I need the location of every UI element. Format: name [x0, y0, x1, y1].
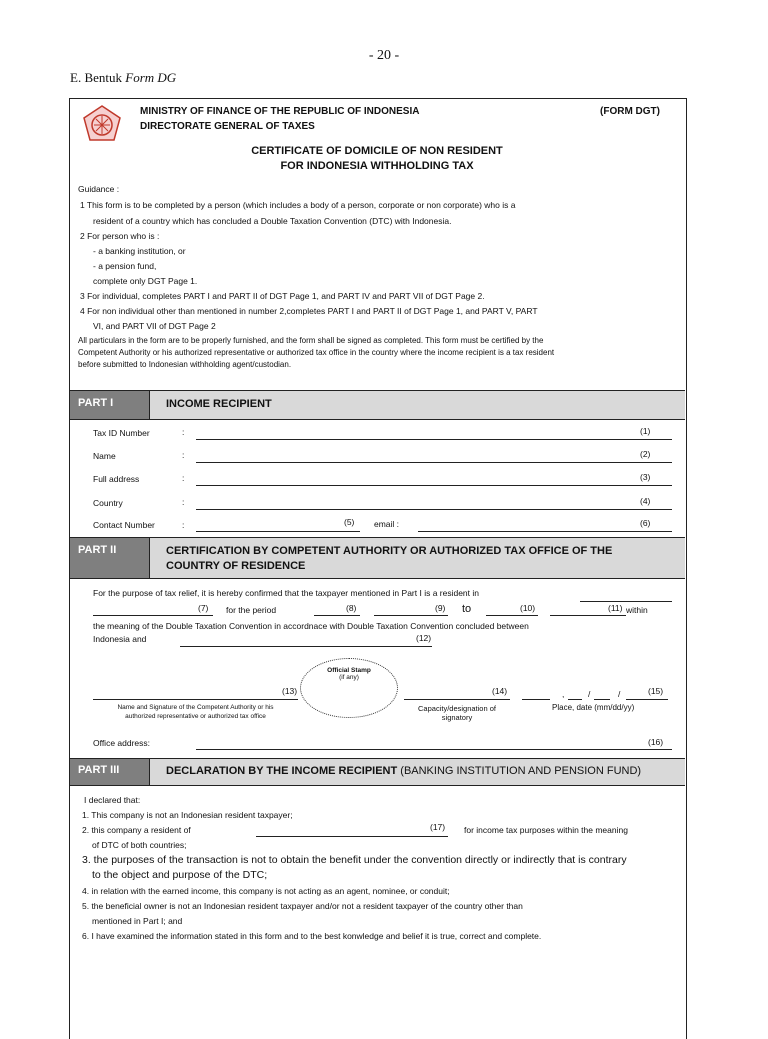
date-sep-comma: , — [562, 689, 565, 699]
place-field[interactable] — [522, 699, 550, 700]
declaration-2b: for income tax purposes within the meaning — [464, 825, 628, 835]
part3-title — [166, 765, 641, 777]
field-num-10: (10) — [520, 603, 536, 613]
place-date-caption: Place, date (mm/dd/yy) — [552, 703, 635, 712]
contact-label: Contact Number — [93, 520, 155, 530]
colon: : — [182, 427, 185, 437]
guidance-1b: resident of a country which has concluded a Double Taxation Convention (DTC) with Indonesia. — [93, 216, 452, 226]
year-field[interactable] — [626, 699, 668, 700]
declaration-1: 1. This company is not an Indonesian resident taxpayer; — [82, 810, 293, 820]
field-num-3: (3) — [640, 472, 651, 482]
address-field[interactable] — [196, 485, 672, 486]
colon: : — [182, 497, 185, 507]
field-num-7: (7) — [198, 603, 209, 613]
guidance-2b: - a pension fund, — [93, 261, 157, 271]
guidance-2: 2 For person who is : — [80, 231, 160, 241]
guidance-heading: Guidance : — [78, 184, 120, 194]
field-num-2: (2) — [640, 449, 651, 459]
field-num-5: (5) — [344, 517, 355, 527]
field-num-17: (17) — [430, 822, 446, 832]
section-heading — [70, 70, 176, 86]
declaration-5b: mentioned in Part I; and — [92, 916, 183, 926]
declaration-2c: of DTC of both countries; — [92, 840, 187, 850]
indonesia-and-label: Indonesia and — [93, 634, 147, 644]
field-num-12: (12) — [416, 633, 432, 643]
form-code: (FORM DGT) — [600, 106, 660, 117]
colon: : — [182, 520, 185, 530]
to-label: to — [462, 603, 472, 615]
form-title-line2: FOR INDONESIA WITHHOLDING TAX — [280, 160, 474, 172]
stamp-label: Official Stamp — [327, 667, 371, 674]
colon: : — [182, 473, 185, 483]
resident-country-field[interactable] — [580, 601, 672, 602]
country-field[interactable] — [196, 509, 672, 510]
date-sep-slash-2: / — [618, 689, 621, 699]
partner-country-field[interactable] — [180, 646, 432, 647]
country-label: Country — [93, 498, 123, 508]
guidance-2c: complete only DGT Page 1. — [93, 276, 198, 286]
part1-header — [70, 390, 685, 420]
section-title: Form DG — [125, 70, 177, 85]
part1-title: INCOME RECIPIENT — [166, 398, 272, 410]
guidance-2a: - a banking institution, or — [93, 246, 186, 256]
part3-title-main: DECLARATION BY THE INCOME RECIPIENT — [166, 765, 398, 777]
declaration-4: 4. in relation with the earned income, this company is not acting as an agent, nominee, or conduit; — [82, 886, 450, 896]
period-start-field[interactable] — [314, 615, 360, 616]
address-label: Full address — [93, 474, 140, 484]
part2-title-line1: CERTIFICATION BY COMPETENT AUTHORITY OR AUTHORIZED TAX OFFICE OF THE — [166, 545, 613, 557]
tax-id-field[interactable] — [196, 439, 672, 440]
field-num-15: (15) — [648, 686, 664, 696]
ministry-name: MINISTRY OF FINANCE OF THE REPUBLIC OF INDONESIA — [140, 106, 420, 117]
declaration-3: 3. the purposes of the transaction is not to obtain the benefit under the convention directly or indirectly that is contrary — [82, 854, 627, 866]
guidance-para-3: before submitted to Indonesian withholding agent/custodian. — [78, 360, 292, 369]
part2-header — [70, 537, 685, 579]
capacity-caption-1: Capacity/designation of — [418, 704, 496, 713]
declaration-6: 6. I have examined the information stated in this form and to the best konwledge and belief it is true, correct and complete. — [82, 931, 542, 941]
page-number: - 20 - — [368, 48, 400, 63]
field-num-11: (11) — [608, 603, 623, 613]
declaration-3b: to the object and purpose of the DTC; — [92, 869, 268, 881]
field-num-16: (16) — [648, 737, 664, 747]
directorate-name: DIRECTORATE GENERAL OF TAXES — [140, 121, 315, 132]
field-num-4: (4) — [640, 496, 651, 506]
tax-id-label: Tax ID Number — [93, 428, 150, 438]
day-field[interactable] — [594, 699, 610, 700]
declaration-intro: I declared that: — [84, 795, 141, 805]
colon: : — [182, 450, 185, 460]
signature-field[interactable] — [93, 699, 298, 700]
office-address-field[interactable] — [196, 749, 672, 750]
email-field[interactable] — [418, 531, 672, 532]
field-num-1: (1) — [640, 426, 651, 436]
official-stamp-area — [300, 658, 398, 718]
ministry-logo — [80, 104, 124, 144]
section-prefix: E. Bentuk — [70, 70, 122, 85]
part1-label: PART I — [70, 391, 150, 419]
part3-header — [70, 758, 685, 786]
field-num-14: (14) — [492, 686, 508, 696]
period-end-year-field[interactable] — [550, 615, 626, 616]
capacity-caption-2: signatory — [441, 713, 473, 722]
period-start-year-field[interactable] — [374, 615, 448, 616]
within-label: within — [626, 605, 648, 615]
name-label: Name — [93, 451, 116, 461]
part2-title-line2: COUNTRY OF RESIDENCE — [166, 560, 306, 572]
date-sep-slash-1: / — [588, 689, 591, 699]
month-field[interactable] — [568, 699, 582, 700]
signature-caption-2: authorized representative or authorized tax office — [125, 713, 266, 720]
certification-text: For the purpose of tax relief, it is hereby confirmed that the taxpayer mentioned in Part I is a resident in — [93, 588, 480, 598]
guidance-4b: VI, and PART VII of DGT Page 2 — [93, 321, 216, 331]
field-num-6: (6) — [640, 518, 651, 528]
period-label: for the period — [226, 605, 277, 615]
contact-field[interactable] — [196, 531, 360, 532]
guidance-3: 3 For individual, completes PART I and PART II of DGT Page 1, and PART IV and PART VII of DGT Page 2. — [80, 291, 485, 301]
signature-caption-1: Name and Signature of the Competent Authority or his — [117, 704, 274, 711]
resident-of-field[interactable] — [256, 836, 448, 837]
form-title-line1: CERTIFICATE OF DOMICILE OF NON RESIDENT — [251, 145, 503, 157]
capacity-field[interactable] — [404, 699, 510, 700]
guidance-1: 1 This form is to be completed by a person (which includes a body of a person, corporate or non corporate) who is a — [80, 200, 516, 210]
field-num-9: (9) — [435, 603, 446, 613]
guidance-4: 4 For non individual other than mentioned in number 2,completes PART I and PART II of DGT Page 1, and PART V, PART — [80, 306, 538, 316]
stamp-sublabel: (if any) — [339, 674, 359, 681]
office-address-label: Office address: — [93, 738, 151, 748]
part3-label: PART III — [70, 759, 150, 785]
email-label: email : — [374, 519, 400, 529]
declaration-5: 5. the beneficial owner is not an Indonesian resident taxpayer and/or not a resident taxpayer of the country other than — [82, 901, 523, 911]
period-end-field[interactable] — [486, 615, 538, 616]
guidance-para-2: Competent Authority or his authorized representative or authorized tax office in the country where the income recipient is a tax resident — [78, 348, 555, 357]
dtc-text: the meaning of the Double Taxation Convention in accordnace with Double Taxation Convention concluded between — [93, 621, 529, 631]
part3-title-suffix: (BANKING INSTITUTION AND PENSION FUND) — [397, 765, 642, 777]
declaration-2: 2. this company a resident of — [82, 825, 191, 835]
field-num-13: (13) — [282, 686, 298, 696]
part2-label: PART II — [70, 538, 150, 578]
name-field[interactable] — [196, 462, 672, 463]
country-line-field[interactable] — [93, 615, 213, 616]
field-num-8: (8) — [346, 603, 357, 613]
guidance-para-1: All particulars in the form are to be properly furnished, and the form shall be signed as completed. This form must be certified by the — [78, 336, 544, 345]
